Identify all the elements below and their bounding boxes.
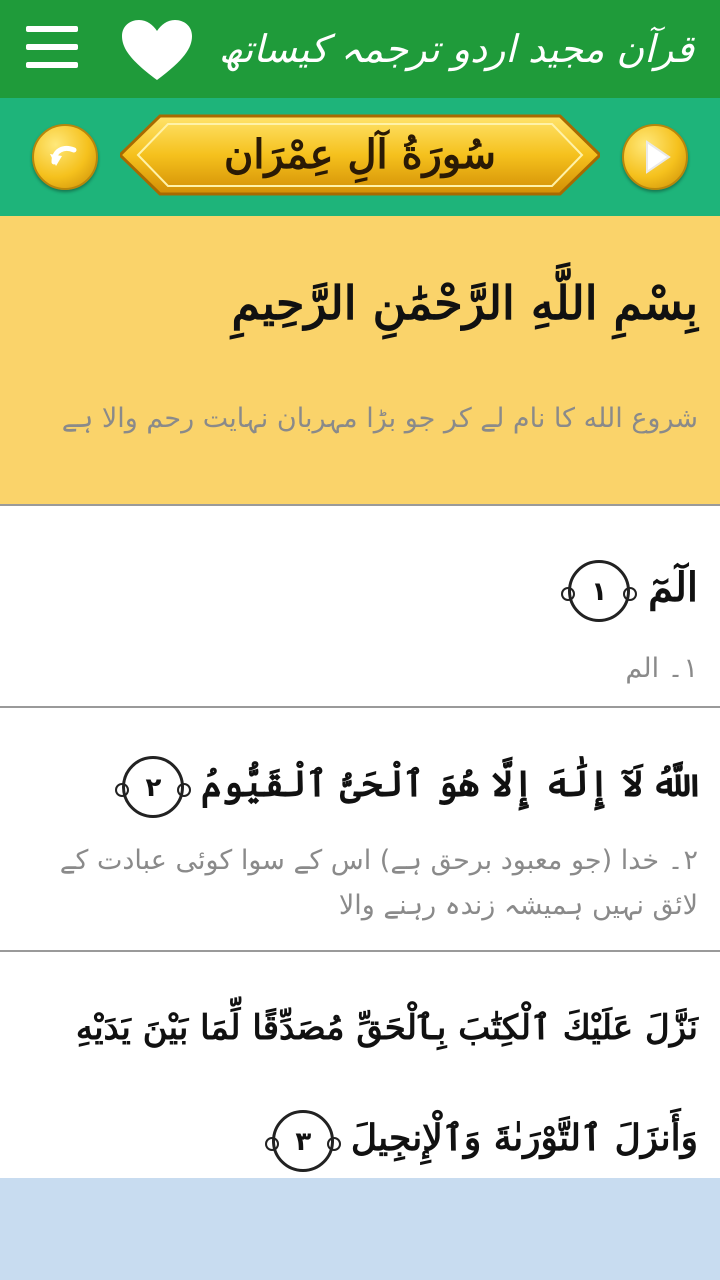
ayah-translation: ١۔ الم — [625, 653, 698, 684]
heart-icon[interactable] — [120, 18, 194, 84]
app-header — [0, 0, 720, 98]
ayah-translation: ٢۔ خدا (جو معبود برحق ہے) اس کے سوا کوئی عبادت کے لائق نہیں ہمیشہ زندہ رہنے والا — [59, 845, 698, 921]
play-next-icon — [624, 126, 686, 188]
ayah-card-3[interactable] — [0, 952, 720, 1178]
ayah-number-marker: ١ — [568, 560, 630, 622]
ayah-card-2[interactable] — [0, 708, 720, 952]
surah-title-banner — [120, 112, 600, 198]
bismillah-arabic: بِسْمِ اللَّهِ الرَّحْمَٰنِ الرَّحِيمِ — [231, 276, 698, 330]
surah-name: سُورَةُ آلِ عِمْرَان — [223, 131, 497, 178]
ayah-number-marker: ٣ — [272, 1110, 334, 1172]
ayat-list[interactable] — [0, 216, 720, 1178]
ayah-text: اللَّهُ لَآ إِلَٰهَ إِلَّا هُوَ ٱلْحَىُّ ٱلْقَيُّومُ — [200, 763, 698, 805]
next-button[interactable] — [622, 124, 688, 190]
ayah-arabic — [564, 552, 698, 624]
surah-navigation-bar — [0, 98, 720, 220]
ayah-text: الٓمٓ — [648, 564, 698, 611]
ayah-card-1[interactable] — [0, 506, 720, 708]
ayah-arabic-line-2 — [268, 1102, 698, 1174]
ayah-number-marker: ٢ — [122, 756, 184, 818]
hamburger-menu-icon[interactable] — [26, 26, 78, 72]
ayah-text: وَأَنزَلَ ٱلتَّوْرَىٰةَ وَٱلْإِنجِيلَ — [350, 1117, 698, 1159]
bismillah-translation: شروع الله کا نام لے کر جو بڑا مہربان نہایت رحم والا ہے — [61, 403, 698, 434]
ayah-arabic — [118, 748, 698, 820]
bismillah-card — [0, 216, 720, 506]
back-arrow-icon — [34, 126, 96, 188]
back-button[interactable] — [32, 124, 98, 190]
app-title: قرآن مجید اردو ترجمہ کیساتھ — [218, 27, 694, 71]
ayah-arabic-line-1: نَزَّلَ عَلَيْكَ ٱلْكِتَٰبَ بِٱلْحَقِّ مُصَدِّقًا لِّمَا بَيْنَ يَدَيْهِ — [75, 1008, 698, 1048]
